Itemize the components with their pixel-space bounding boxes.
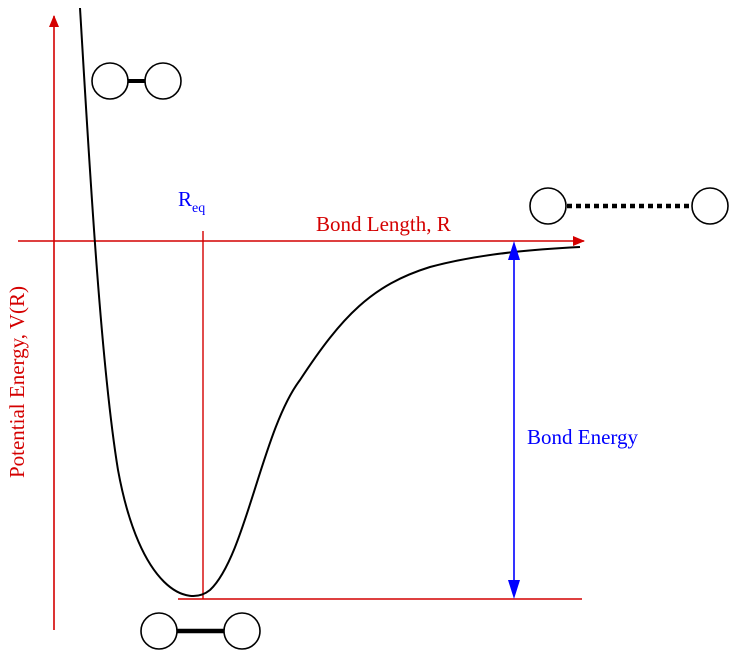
bond-energy-arrowhead-bottom bbox=[508, 580, 520, 599]
y-axis-label: Potential Energy, V(R) bbox=[5, 285, 29, 479]
compressed-molecule-icon bbox=[92, 63, 181, 99]
req-label-subscript: eq bbox=[192, 201, 206, 216]
req-label-main: R bbox=[178, 187, 193, 211]
dissociated-molecule-icon bbox=[530, 188, 728, 224]
req-label bbox=[178, 187, 205, 216]
bond-energy-arrowhead-top bbox=[508, 241, 520, 260]
x-axis-label: Bond Length, R bbox=[316, 212, 451, 236]
bond-energy-label: Bond Energy bbox=[527, 425, 639, 449]
equilibrium-molecule-icon bbox=[141, 613, 260, 649]
